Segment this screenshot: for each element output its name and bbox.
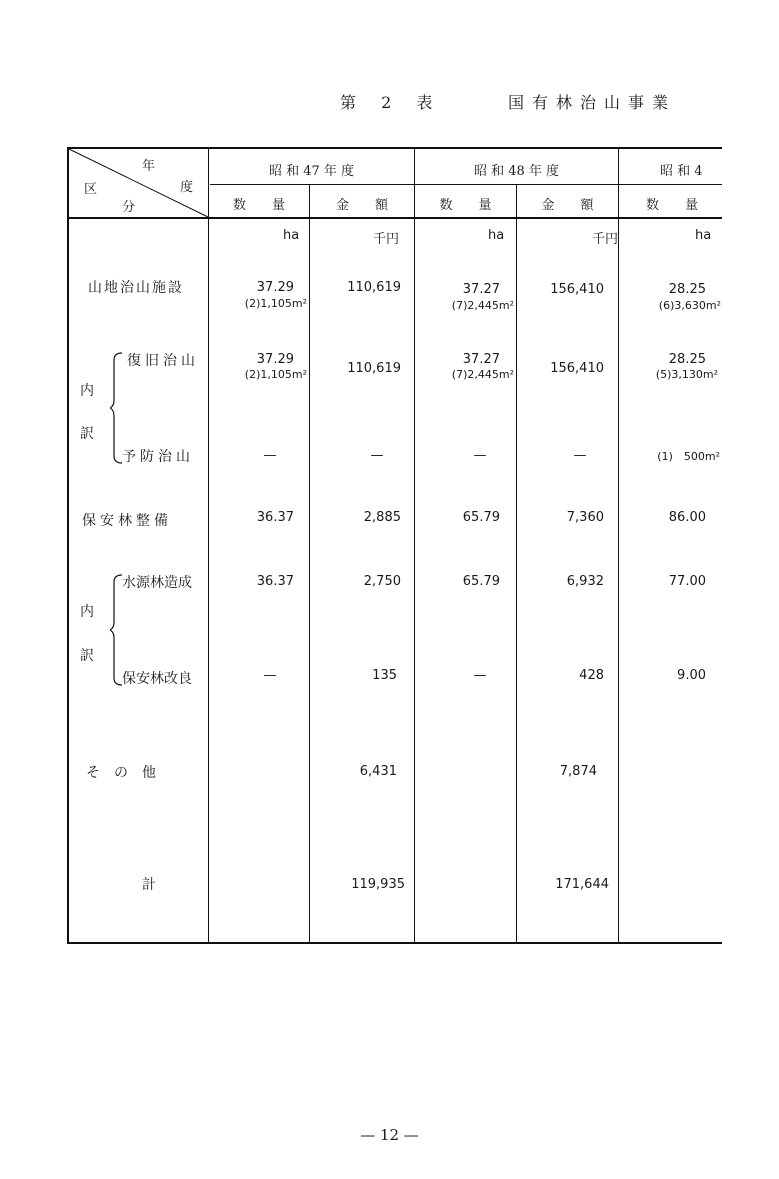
cell-hoanrin-49-qty: 86.00 <box>668 510 706 525</box>
cell-fukkyu-47-amt: 110,619 <box>347 361 401 376</box>
table-number: 第 2 表 <box>340 93 443 112</box>
cell-sanchi-49-qty-sub: (6)3,630m² <box>658 299 721 312</box>
cell-suigen-49-qty: 77.00 <box>668 574 706 589</box>
cell-kairyo-49-qty: 9.00 <box>677 668 706 683</box>
qty-header-49: 数 量 <box>646 198 699 213</box>
row-label-hoanrin: 保安林整備 <box>82 513 172 529</box>
col-divider-1 <box>208 147 209 944</box>
cell-sanchi-48-qty: 37.27 <box>462 282 500 297</box>
cell-fukkyu-47-qty: 37.29 <box>256 352 294 367</box>
corner-year-label: 年 <box>142 159 156 174</box>
cell-fukkyu-48-qty-sub: (7)2,445m² <box>451 368 514 381</box>
amount-header-47: 金 額 <box>335 198 388 213</box>
col-divider-3 <box>414 147 415 944</box>
uchiwake-char-1-a: 内 <box>80 383 94 399</box>
unit-qty-48: ha <box>488 228 505 243</box>
table-title: 国有林治山事業 <box>508 93 677 112</box>
cell-yobo-49-qty: (1) 500m² <box>657 450 720 463</box>
qty-header-47: 数 量 <box>232 198 285 213</box>
cell-sonota-47-amt: 6,431 <box>359 764 397 779</box>
year-47-header: 昭 和 47 年 度 <box>268 164 355 179</box>
unit-amount-47: 千円 <box>373 232 400 247</box>
unit-qty-47: ha <box>283 228 300 243</box>
cell-yobo-48-qty: — <box>473 448 487 463</box>
cell-sonota-48-amt: 7,874 <box>559 764 597 779</box>
col-divider-2 <box>309 184 310 944</box>
table-bottom-border <box>67 942 722 944</box>
header-divider <box>210 184 722 185</box>
cell-fukkyu-47-qty-sub: (2)1,105m² <box>244 368 307 381</box>
col-divider-4 <box>516 184 517 944</box>
year-48-header: 昭 和 48 年 度 <box>473 164 560 179</box>
unit-amount-48: 千円 <box>592 232 619 247</box>
cell-fukkyu-48-amt: 156,410 <box>550 361 604 376</box>
corner-degree-label: 度 <box>180 180 194 195</box>
corner-kubun-label: 区 <box>84 182 98 197</box>
cell-sanchi-47-qty-sub: (2)1,105m² <box>244 297 307 310</box>
cell-yobo-48-amt: — <box>573 448 587 463</box>
cell-fukkyu-48-qty: 37.27 <box>462 352 500 367</box>
cell-yobo-47-amt: — <box>370 448 384 463</box>
corner-bun-label: 分 <box>122 200 136 215</box>
cell-hoanrin-47-qty: 36.37 <box>256 510 294 525</box>
cell-sanchi-48-amt: 156,410 <box>550 282 604 297</box>
uchiwake-char-2-b: 訳 <box>80 648 94 664</box>
table-left-border <box>67 147 69 944</box>
cell-sanchi-47-amt: 110,619 <box>347 280 401 295</box>
row-label-sanchi: 山地治山施設 <box>88 280 184 296</box>
cell-hoanrin-47-amt: 2,885 <box>363 510 401 525</box>
year-49-header: 昭 和 4 <box>660 164 703 179</box>
cell-suigen-48-amt: 6,932 <box>566 574 604 589</box>
cell-kairyo-47-amt: 135 <box>372 668 397 683</box>
cell-fukkyu-49-qty: 28.25 <box>668 352 706 367</box>
row-label-total: 計 <box>142 877 156 893</box>
cell-sanchi-47-qty: 37.29 <box>256 280 294 295</box>
cell-yobo-47-qty: — <box>263 448 277 463</box>
page-number: — 12 — <box>360 1126 419 1144</box>
cell-kairyo-48-amt: 428 <box>579 668 604 683</box>
cell-sanchi-49-qty: 28.25 <box>668 282 706 297</box>
row-label-yobo: 予防治山 <box>122 449 194 465</box>
uchiwake-char-2-a: 訳 <box>80 426 94 442</box>
cell-suigen-48-qty: 65.79 <box>462 574 500 589</box>
cell-hoanrin-48-qty: 65.79 <box>462 510 500 525</box>
qty-header-48: 数 量 <box>439 198 492 213</box>
cell-kairyo-48-qty: — <box>473 668 487 683</box>
row-label-sonota: そ の 他 <box>86 765 156 781</box>
cell-sanchi-48-qty-sub: (7)2,445m² <box>451 299 514 312</box>
row-label-kairyo: 保安林改良 <box>122 671 192 687</box>
row-label-suigen: 水源林造成 <box>122 575 192 591</box>
cell-suigen-47-amt: 2,750 <box>363 574 401 589</box>
cell-total-48-amt: 171,644 <box>555 877 609 892</box>
cell-fukkyu-49-qty-sub: (5)3,130m² <box>655 368 718 381</box>
cell-hoanrin-48-amt: 7,360 <box>566 510 604 525</box>
unit-qty-49: ha <box>695 228 712 243</box>
cell-total-47-amt: 119,935 <box>351 877 405 892</box>
cell-kairyo-47-qty: — <box>263 668 277 683</box>
row-label-fukkyu: 復旧治山 <box>127 353 199 369</box>
cell-suigen-47-qty: 36.37 <box>256 574 294 589</box>
amount-header-48: 金 額 <box>541 198 594 213</box>
col-divider-5 <box>618 147 619 944</box>
uchiwake-char-1-b: 内 <box>80 604 94 620</box>
